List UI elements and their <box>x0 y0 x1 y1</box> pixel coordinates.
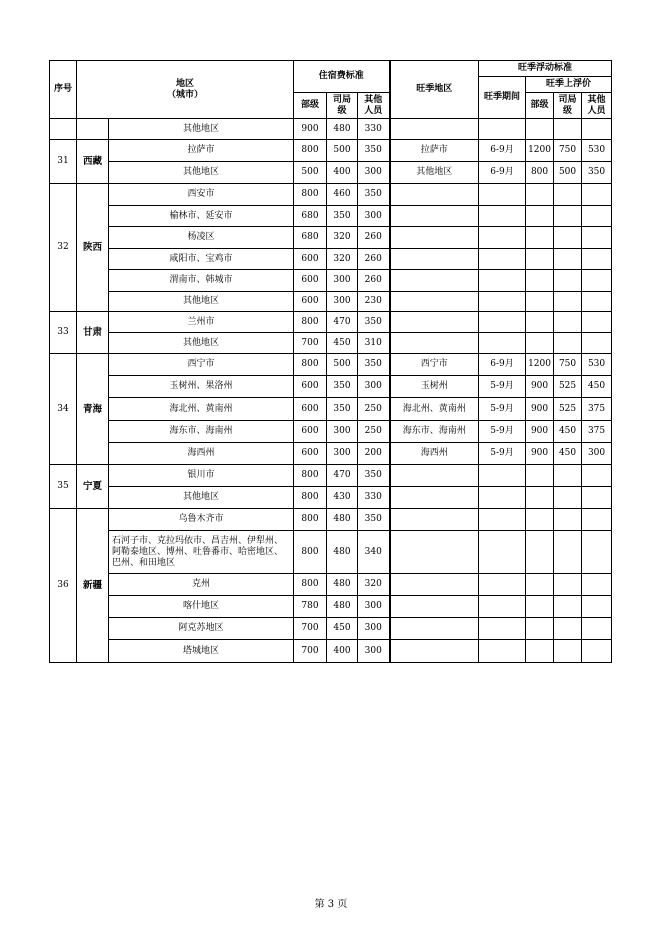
peak-other-cell <box>582 270 612 292</box>
ministry-cell: 500 <box>294 162 327 184</box>
peak-other-cell <box>582 596 612 618</box>
city-cell: 海东市、海南州 <box>109 421 294 443</box>
peak-period-cell: 5-9月 <box>479 376 526 398</box>
city-cell: 海西州 <box>109 443 294 465</box>
peak-ministry-cell <box>526 312 554 333</box>
peak-bureau-cell <box>554 465 582 487</box>
ministry-cell: 800 <box>294 531 327 574</box>
table-row <box>50 140 612 162</box>
peak-period-cell <box>479 312 526 333</box>
peak-ministry-cell <box>526 531 554 574</box>
peak-bureau-cell <box>554 119 582 140</box>
peak-period-cell <box>479 596 526 618</box>
peak-ministry-cell <box>526 640 554 663</box>
peak-region-cell: 其他地区 <box>390 162 479 184</box>
peak-ministry-cell <box>526 270 554 292</box>
peak-region-cell <box>390 574 479 596</box>
peak-ministry-cell <box>526 249 554 270</box>
other-cell: 300 <box>358 206 390 227</box>
table-row <box>50 398 612 421</box>
city-cell: 喀什地区 <box>109 596 294 618</box>
table-row <box>50 421 612 443</box>
province-cell: 青海 <box>77 354 109 465</box>
peak-other-cell <box>582 227 612 249</box>
ministry-cell: 800 <box>294 465 327 487</box>
peak-period-cell: 5-9月 <box>479 398 526 421</box>
other-cell: 350 <box>358 184 390 206</box>
table-row <box>50 354 612 376</box>
other-cell: 230 <box>358 292 390 312</box>
header-other: 其他人员 <box>358 93 390 119</box>
header-peak-region: 旺季地区 <box>390 61 479 119</box>
peak-other-cell <box>582 249 612 270</box>
city-cell: 咸阳市、宝鸡市 <box>109 249 294 270</box>
ministry-cell: 600 <box>294 376 327 398</box>
ministry-cell: 800 <box>294 184 327 206</box>
peak-region-cell <box>390 487 479 509</box>
city-cell: 阿克苏地区 <box>109 618 294 640</box>
peak-other-cell <box>582 618 612 640</box>
peak-region-cell: 拉萨市 <box>390 140 479 162</box>
ministry-cell: 680 <box>294 227 327 249</box>
peak-period-cell: 5-9月 <box>479 421 526 443</box>
city-cell: 拉萨市 <box>109 140 294 162</box>
other-cell: 350 <box>358 312 390 333</box>
bureau-cell: 300 <box>327 292 358 312</box>
ministry-cell: 600 <box>294 421 327 443</box>
page-number: 第 3 页 <box>314 899 348 910</box>
bureau-cell: 350 <box>327 398 358 421</box>
peak-bureau-cell: 525 <box>554 376 582 398</box>
peak-ministry-cell <box>526 292 554 312</box>
peak-region-cell <box>390 292 479 312</box>
bureau-cell: 350 <box>327 206 358 227</box>
peak-period-cell <box>479 487 526 509</box>
table-row <box>50 119 612 140</box>
table-row <box>50 227 612 249</box>
peak-region-cell: 海西州 <box>390 443 479 465</box>
peak-bureau-cell: 450 <box>554 443 582 465</box>
peak-period-cell <box>479 270 526 292</box>
peak-other-cell <box>582 531 612 574</box>
city-cell: 其他地区 <box>109 333 294 354</box>
other-cell: 250 <box>358 398 390 421</box>
other-cell: 330 <box>358 487 390 509</box>
peak-bureau-cell <box>554 270 582 292</box>
ministry-cell: 700 <box>294 640 327 663</box>
peak-bureau-cell <box>554 184 582 206</box>
province-cell: 新疆 <box>77 509 109 663</box>
peak-other-cell <box>582 574 612 596</box>
bureau-cell: 480 <box>327 119 358 140</box>
other-cell: 330 <box>358 119 390 140</box>
peak-period-cell: 5-9月 <box>479 443 526 465</box>
peak-period-cell <box>479 509 526 531</box>
header-peak-period: 旺季期间 <box>479 77 526 119</box>
seq-cell: 33 <box>50 312 77 354</box>
peak-region-cell: 玉树州 <box>390 376 479 398</box>
peak-bureau-cell <box>554 312 582 333</box>
peak-ministry-cell: 800 <box>526 162 554 184</box>
peak-period-cell <box>479 184 526 206</box>
peak-ministry-cell: 900 <box>526 398 554 421</box>
peak-bureau-cell <box>554 206 582 227</box>
table-row <box>50 465 612 487</box>
peak-ministry-cell <box>526 119 554 140</box>
bureau-cell: 320 <box>327 249 358 270</box>
province-cell: 西藏 <box>77 140 109 184</box>
table-row <box>50 509 612 531</box>
other-cell: 350 <box>358 354 390 376</box>
other-cell: 260 <box>358 227 390 249</box>
bureau-cell: 480 <box>327 596 358 618</box>
ministry-cell: 780 <box>294 596 327 618</box>
province-cell <box>77 119 109 140</box>
city-cell: 其他地区 <box>109 487 294 509</box>
peak-ministry-cell <box>526 574 554 596</box>
city-cell: 银川市 <box>109 465 294 487</box>
peak-region-cell <box>390 270 479 292</box>
table-row <box>50 640 612 663</box>
header-lodging: 住宿费标准 <box>294 61 390 93</box>
table-row <box>50 618 612 640</box>
peak-other-cell <box>582 487 612 509</box>
peak-region-cell <box>390 227 479 249</box>
city-cell: 其他地区 <box>109 119 294 140</box>
peak-other-cell: 375 <box>582 421 612 443</box>
peak-region-cell <box>390 596 479 618</box>
seq-cell: 32 <box>50 184 77 312</box>
seq-cell <box>50 119 77 140</box>
peak-other-cell: 375 <box>582 398 612 421</box>
peak-ministry-cell: 900 <box>526 443 554 465</box>
peak-period-cell: 6-9月 <box>479 354 526 376</box>
peak-other-cell <box>582 292 612 312</box>
header-peak-other: 其他人员 <box>582 93 612 119</box>
ministry-cell: 800 <box>294 354 327 376</box>
ministry-cell: 680 <box>294 206 327 227</box>
header-ministry: 部级 <box>294 93 327 119</box>
peak-region-cell <box>390 531 479 574</box>
peak-ministry-cell <box>526 596 554 618</box>
bureau-cell: 350 <box>327 376 358 398</box>
table-row <box>50 443 612 465</box>
city-cell: 海北州、黄南州 <box>109 398 294 421</box>
ministry-cell: 700 <box>294 618 327 640</box>
peak-region-cell: 海北州、黄南州 <box>390 398 479 421</box>
bureau-cell: 480 <box>327 531 358 574</box>
bureau-cell: 400 <box>327 640 358 663</box>
other-cell: 350 <box>358 509 390 531</box>
peak-region-cell: 海东市、海南州 <box>390 421 479 443</box>
bureau-cell: 320 <box>327 227 358 249</box>
table-row <box>50 162 612 184</box>
peak-other-cell <box>582 206 612 227</box>
other-cell: 300 <box>358 640 390 663</box>
peak-other-cell <box>582 312 612 333</box>
city-cell: 西安市 <box>109 184 294 206</box>
other-cell: 300 <box>358 376 390 398</box>
header-peak-float: 旺季浮动标准 <box>479 61 612 77</box>
city-cell: 兰州市 <box>109 312 294 333</box>
peak-bureau-cell: 525 <box>554 398 582 421</box>
city-cell: 其他地区 <box>109 162 294 184</box>
header-peak-bureau: 司局级 <box>554 93 582 119</box>
peak-region-cell <box>390 184 479 206</box>
city-cell: 乌鲁木齐市 <box>109 509 294 531</box>
other-cell: 300 <box>358 596 390 618</box>
city-cell: 石河子市、克拉玛依市、昌吉州、伊犁州、阿勒泰地区、博州、吐鲁番市、哈密地区、巴州、和田地区 <box>109 531 294 574</box>
table-row <box>50 312 612 333</box>
other-cell: 260 <box>358 249 390 270</box>
peak-period-cell: 6-9月 <box>479 140 526 162</box>
header-region-title: 地区 <box>176 78 195 89</box>
header-region-sub: （城市） <box>167 89 204 100</box>
peak-bureau-cell: 450 <box>554 421 582 443</box>
ministry-cell: 800 <box>294 487 327 509</box>
peak-ministry-cell: 1200 <box>526 354 554 376</box>
city-cell: 其他地区 <box>109 292 294 312</box>
peak-period-cell <box>479 465 526 487</box>
seq-cell: 31 <box>50 140 77 184</box>
table-row <box>50 292 612 312</box>
bureau-cell: 400 <box>327 162 358 184</box>
header-peak-up: 旺季上浮价 <box>526 77 612 93</box>
city-cell: 渭南市、韩城市 <box>109 270 294 292</box>
header-region <box>77 61 294 119</box>
peak-region-cell <box>390 465 479 487</box>
peak-other-cell <box>582 640 612 663</box>
ministry-cell: 600 <box>294 398 327 421</box>
peak-bureau-cell <box>554 333 582 354</box>
peak-other-cell: 300 <box>582 443 612 465</box>
lodging-standards-table <box>49 60 612 663</box>
peak-ministry-cell <box>526 206 554 227</box>
other-cell: 250 <box>358 421 390 443</box>
peak-bureau-cell <box>554 531 582 574</box>
peak-other-cell: 350 <box>582 162 612 184</box>
ministry-cell: 800 <box>294 140 327 162</box>
peak-period-cell <box>479 531 526 574</box>
table-row <box>50 249 612 270</box>
peak-ministry-cell <box>526 618 554 640</box>
bureau-cell: 300 <box>327 443 358 465</box>
peak-ministry-cell <box>526 487 554 509</box>
peak-ministry-cell <box>526 184 554 206</box>
other-cell: 300 <box>358 618 390 640</box>
bureau-cell: 450 <box>327 618 358 640</box>
table-row <box>50 574 612 596</box>
table-row <box>50 270 612 292</box>
bureau-cell: 300 <box>327 270 358 292</box>
bureau-cell: 480 <box>327 574 358 596</box>
peak-ministry-cell <box>526 465 554 487</box>
ministry-cell: 600 <box>294 249 327 270</box>
seq-cell: 34 <box>50 354 77 465</box>
peak-region-cell <box>390 509 479 531</box>
peak-region-cell: 西宁市 <box>390 354 479 376</box>
peak-period-cell <box>479 227 526 249</box>
peak-bureau-cell <box>554 574 582 596</box>
city-cell: 杨凌区 <box>109 227 294 249</box>
other-cell: 340 <box>358 531 390 574</box>
city-cell: 西宁市 <box>109 354 294 376</box>
bureau-cell: 500 <box>327 140 358 162</box>
bureau-cell: 470 <box>327 465 358 487</box>
peak-bureau-cell: 500 <box>554 162 582 184</box>
city-cell: 玉树州、果洛州 <box>109 376 294 398</box>
peak-period-cell <box>479 333 526 354</box>
bureau-cell: 430 <box>327 487 358 509</box>
city-cell: 塔城地区 <box>109 640 294 663</box>
bureau-cell: 300 <box>327 421 358 443</box>
other-cell: 310 <box>358 333 390 354</box>
ministry-cell: 800 <box>294 574 327 596</box>
peak-region-cell <box>390 119 479 140</box>
seq-cell: 35 <box>50 465 77 509</box>
peak-region-cell <box>390 333 479 354</box>
peak-region-cell <box>390 312 479 333</box>
header-bureau: 司局级 <box>327 93 358 119</box>
bureau-cell: 460 <box>327 184 358 206</box>
bureau-cell: 450 <box>327 333 358 354</box>
peak-other-cell <box>582 333 612 354</box>
bureau-cell: 500 <box>327 354 358 376</box>
peak-other-cell: 530 <box>582 140 612 162</box>
other-cell: 320 <box>358 574 390 596</box>
peak-bureau-cell: 750 <box>554 140 582 162</box>
peak-period-cell <box>479 206 526 227</box>
peak-other-cell: 530 <box>582 354 612 376</box>
ministry-cell: 800 <box>294 509 327 531</box>
peak-other-cell: 450 <box>582 376 612 398</box>
peak-bureau-cell <box>554 292 582 312</box>
peak-period-cell: 6-9月 <box>479 162 526 184</box>
other-cell: 260 <box>358 270 390 292</box>
table-row <box>50 376 612 398</box>
peak-bureau-cell <box>554 249 582 270</box>
city-cell: 克州 <box>109 574 294 596</box>
peak-bureau-cell <box>554 640 582 663</box>
peak-ministry-cell: 900 <box>526 421 554 443</box>
province-cell: 陕西 <box>77 184 109 312</box>
peak-region-cell <box>390 249 479 270</box>
table-row <box>50 333 612 354</box>
peak-other-cell <box>582 184 612 206</box>
peak-bureau-cell <box>554 509 582 531</box>
peak-ministry-cell: 900 <box>526 376 554 398</box>
other-cell: 200 <box>358 443 390 465</box>
ministry-cell: 600 <box>294 292 327 312</box>
ministry-cell: 900 <box>294 119 327 140</box>
other-cell: 300 <box>358 162 390 184</box>
city-cell: 榆林市、延安市 <box>109 206 294 227</box>
peak-region-cell <box>390 206 479 227</box>
other-cell: 350 <box>358 465 390 487</box>
peak-ministry-cell <box>526 509 554 531</box>
table-row <box>50 184 612 206</box>
peak-bureau-cell <box>554 487 582 509</box>
table-row <box>50 531 612 574</box>
peak-period-cell <box>479 119 526 140</box>
header-peak-ministry: 部级 <box>526 93 554 119</box>
ministry-cell: 800 <box>294 312 327 333</box>
ministry-cell: 600 <box>294 270 327 292</box>
table-row <box>50 487 612 509</box>
peak-bureau-cell <box>554 618 582 640</box>
peak-ministry-cell <box>526 333 554 354</box>
bureau-cell: 480 <box>327 509 358 531</box>
ministry-cell: 600 <box>294 443 327 465</box>
peak-bureau-cell <box>554 596 582 618</box>
peak-other-cell <box>582 465 612 487</box>
peak-period-cell <box>479 292 526 312</box>
peak-period-cell <box>479 574 526 596</box>
peak-ministry-cell: 1200 <box>526 140 554 162</box>
peak-region-cell <box>390 640 479 663</box>
peak-period-cell <box>479 249 526 270</box>
bureau-cell: 470 <box>327 312 358 333</box>
table-row <box>50 206 612 227</box>
peak-other-cell <box>582 119 612 140</box>
peak-period-cell <box>479 640 526 663</box>
other-cell: 350 <box>358 140 390 162</box>
peak-period-cell <box>479 618 526 640</box>
ministry-cell: 700 <box>294 333 327 354</box>
peak-other-cell <box>582 509 612 531</box>
peak-bureau-cell <box>554 227 582 249</box>
seq-cell: 36 <box>50 509 77 663</box>
peak-bureau-cell: 750 <box>554 354 582 376</box>
peak-ministry-cell <box>526 227 554 249</box>
header-seq: 序号 <box>50 61 77 119</box>
table-row <box>50 596 612 618</box>
peak-region-cell <box>390 618 479 640</box>
province-cell: 宁夏 <box>77 465 109 509</box>
province-cell: 甘肃 <box>77 312 109 354</box>
